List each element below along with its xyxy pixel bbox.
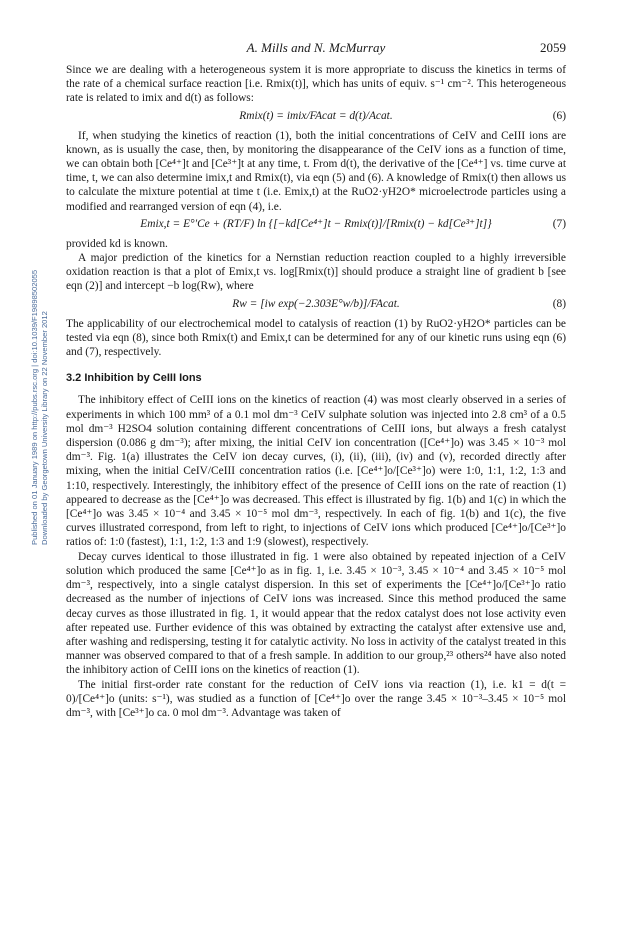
paragraph-provided-kd: provided kd is known.: [66, 237, 168, 250]
equation-6: [66, 109, 566, 125]
section-heading: 3.2 Inhibition by CeIII Ions: [66, 372, 202, 385]
paragraph-surface-reaction: Since we are dealing with a heterogeneous system it is more appropriate to discuss the kinetics in terms of the rate of a chemical surface reaction [i.e. Rmix(t)], which has units of equiv. s⁻¹ cm⁻². This heterogeneous rate is related to imix and d(t) as follows:: [66, 64, 566, 105]
equation-8-number: (8): [552, 297, 566, 310]
equation-8: [66, 297, 566, 313]
equation-8-text: Rw = [iw exp(−2.303E°w/b)]/FAcat.: [232, 297, 400, 310]
paragraph-inhibitory-effect: The inhibitory effect of CeIII ions on the kinetics of reaction (4) was most clearly observed in a series of experiments in which 100 mm³ of a 0.1 mol dm⁻³ CeIV sulphate solution was injected into 2.8 cm³ of a 0.5 mol dm⁻³ H2SO4 solution containing different concentrations of CeIII ions, but always a fresh catalyst dispersion (0.086 g dm⁻³); after mixing, the initial CeIV ion concentration ([Ce⁴⁺]o) was 3.45 × 10⁻³ mol dm⁻³. Fig. 1(a) illustrates the CeIV ion decay curves, (i), (ii), (iii), (iv) and (v), recorded directly after mixing, when the initial CeIV/CeIII concentration ratios (i.e. [Ce⁴⁺]o/[Ce³⁺]o) were 1:0, 1:1, 1:2, 1:3 and 1:10, respectively. Interestingly, the inhibitory effect of the presence of CeIII ions on the rate of reaction (1) appeared to decrease as the [Ce⁴⁺]o was decreased. This effect is illustrated by fig. 1(b) and 1(c) in which the [Ce⁴⁺]o was 3.45 × 10⁻⁴ and 3.45 × 10⁻⁵ mol dm⁻³, respectively. In each of fig. 1(b) and 1(c), the five curves illustrated correspond, from left to right, to injections of CeIV ions which produced [Ce⁴⁺]o/[Ce³⁺]o ratios of: 1:0 (fastest), 1:1, 1:2, 1:3 and 1:9 (slowest), respectively.: [66, 394, 566, 549]
equation-7-number: (7): [552, 217, 566, 230]
article-body: [66, 63, 566, 720]
watermark-published-line: Published on 01 January 1989 on http://pubs.rsc.org | doi:10.1039/F19898502055: [30, 269, 39, 545]
watermark-downloaded-line: Downloaded by Georgetown University Library on 22 November 2012: [40, 311, 49, 545]
running-header: [66, 40, 566, 56]
paragraph-nernstian-prediction: A major prediction of the kinetics for a Nernstian reduction reaction coupled to a highly irreversible oxidation reaction is that a plot of Emix,t vs. log[Rmix(t)] should produce a straight line of gradient b [see eqn (2)] and intercept −b log(Rw), where: [66, 252, 566, 293]
download-watermark: [30, 215, 50, 545]
paragraph-kinetics-monitoring: If, when studying the kinetics of reaction (1), both the initial concentrations of CeIV and CeIII ions are known, as is usually the case, then, by monitoring the disappearance of the CeIV ions as a function of time, we can obtain both [Ce⁴⁺]t and [Ce³⁺]t at any time, t. From d(t), the derivative of the [Ce⁴⁺] vs. time curve at time, t, we can also determine imix,t and Rmix(t), via eqn (5) and (6). A knowledge of Rmix(t) then allows us to calculate the mixture potential at time t (i.e. Emix,t) at the RuO2·yH2O* microelectrode particles using a modified and rearranged version of eqn (4), i.e.: [66, 129, 566, 213]
equation-6-number: (6): [552, 109, 566, 122]
equation-6-text: Rmix(t) = imix/FAcat = d(t)/Acat.: [239, 109, 393, 122]
equation-7-text: Emix,t = E°′Ce + (RT/F) ln {[−kd[Ce⁴⁺]t − Rmix(t)]/[Rmix(t) − kd[Ce³⁺]t]}: [140, 217, 492, 230]
paragraph-decay-curves: Decay curves identical to those illustrated in fig. 1 were also obtained by repeated injection of a CeIV solution which produced the same [Ce⁴⁺]o as in fig. 1, i.e. 3.45 × 10⁻³, 3.45 × 10⁻⁴ and 3.45 × 10⁻⁵ mol dm⁻³, respectively, into a single catalyst dispersion. In this set of experiments the [Ce⁴⁺]o/[Ce³⁺]o ratio decreased as the number of injections of CeIV ions was increased. Since this method produced the same decay curves as those illustrated in fig. 1, it would appear that the redox catalyst does not lose activity even after repeated use. Further evidence of this was obtained by extracting the catalyst after extensive use and, after washing and redispersing, testing it for catalytic activity. No loss in activity of the catalyst treated in this manner was observed compared to that of a fresh sample. In addition to our group,²³ others²⁴ have also noted the inhibitory action of CeIII ions on the kinetics of reaction (1).: [66, 550, 566, 677]
paragraph-rate-constant: The initial first-order rate constant for the reduction of CeIV ions via reaction (1), i.e. k1 = d(t = 0)/[Ce⁴⁺]o (units: s⁻¹), was studied as a function of [Ce⁴⁺]o over the range 3.45 × 10⁻³–3.45 × 10⁻⁵ mol dm⁻³, with [Ce³⁺]o ca. 0 mol dm⁻³. Advantage was taken of: [66, 678, 566, 719]
paragraph-model-applicability: The applicability of our electrochemical model to catalysis of reaction (1) by RuO2·yH2O* particles can be tested via eqn (8), since both Rmix(t) and Emix,t can be determined for any of our kinetic runs using eqn (6) and (7), respectively.: [66, 317, 566, 359]
running-header-authors: A. Mills and N. McMurray: [246, 40, 386, 55]
equation-7: [66, 217, 566, 233]
page-number: 2059: [540, 40, 566, 55]
